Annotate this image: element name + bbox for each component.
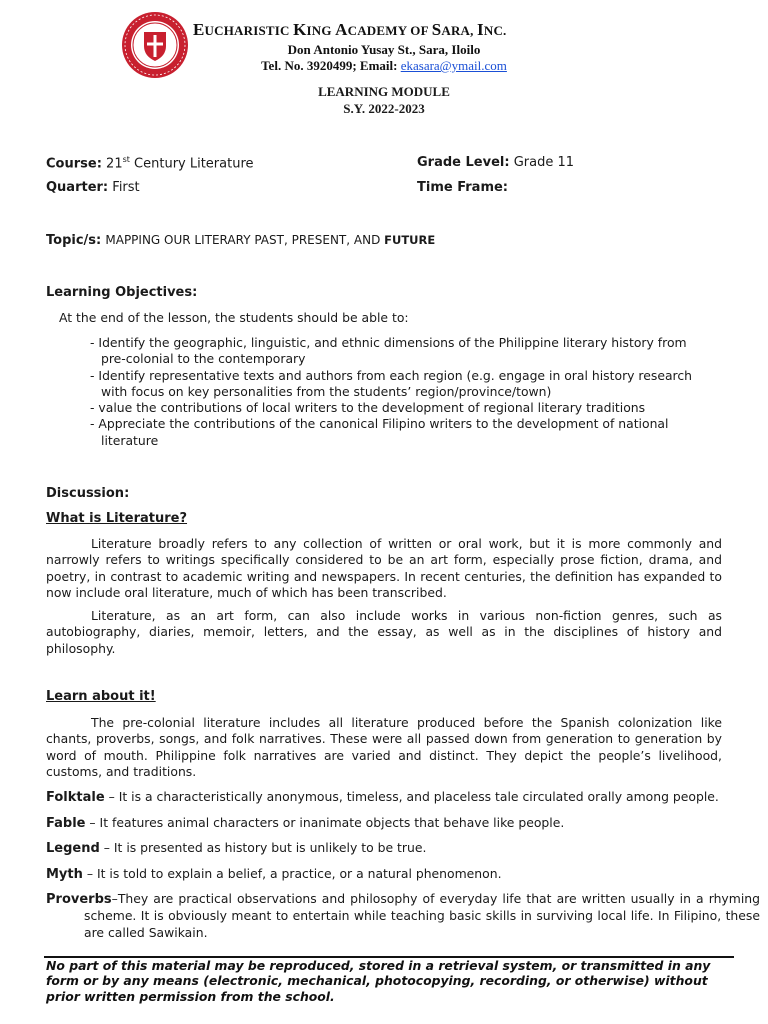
quarter-field: Quarter: First	[46, 180, 140, 195]
discussion-heading: Discussion:	[46, 486, 130, 501]
objectives-intro: At the end of the lesson, the students should be able to:	[59, 310, 409, 325]
course-field: Course: 21st Century Literature	[46, 155, 254, 172]
folktale-definition: Folktale – It is a characteristically anonymous, timeless, and placeless tale circulated orally among people.	[46, 789, 719, 805]
objective-item: - Identify representative texts and authors from each region (e.g. engage in oral history research with focus on key personalities from the students’ region/province/town)	[90, 367, 693, 399]
objective-item: - Appreciate the contributions of the canonical Filipino writers to the development of national literature	[90, 416, 669, 448]
what-is-literature-heading: What is Literature?	[46, 511, 188, 526]
module-title: LEARNING MODULE	[318, 84, 450, 99]
myth-definition: Myth – It is told to explain a belief, a practice, or a natural phenomenon.	[46, 866, 502, 882]
legend-definition: Legend – It is presented as history but is unlikely to be true.	[46, 840, 427, 856]
literature-paragraph-2: Literature, as an art form, can also include works in various non-fiction genres, such as autobiography, diaries, memoir, letters, and the essay, as well as in the disciplines of history and philosophy.	[46, 608, 722, 656]
objectives-heading: Learning Objectives:	[46, 285, 198, 300]
copyright-notice: No part of this material may be reproduced, stored in a retrieval system, or transmitted in any form or by any means (electronic, mechanical, photocopying, recording, or otherwise) without prior written permission from the school.	[46, 958, 711, 1004]
email-link[interactable]: ekasara@ymail.com	[400, 58, 507, 73]
objectives-list	[90, 335, 710, 449]
literature-paragraph-1: Literature broadly refers to any collection of written or oral work, but it is more commonly and narrowly refers to writings specifically considered to be an art form, especially prose fiction, drama, and poetry, in contrast to academic writing and newspapers. In recent centuries, the definition has expanded to now include oral literature, much of which has been transcribed.	[46, 536, 722, 600]
fable-definition: Fable – It features animal characters or inanimate objects that behave like people.	[46, 815, 565, 831]
proverbs-definition: Proverbs–They are practical observations and philosophy of everyday life that are written usually in a rhyming scheme. It is obviously meant to entertain while teaching basic skills in surviving local life. In Filipino, these are called Sawikain.	[46, 891, 760, 940]
topic-field: Topic/s: MAPPING OUR LITERARY PAST, PRESENT, AND FUTURE	[46, 233, 436, 248]
objective-item: - value the contributions of local writers to the development of regional literary traditions	[90, 400, 646, 416]
time-frame-field: Time Frame:	[417, 180, 509, 195]
pre-colonial-paragraph: The pre-colonial literature includes all literature produced before the Spanish colonization like chants, proverbs, songs, and folk narratives. These were all passed down from generation to generation by word of mouth. Philippine folk narratives are varied and distinct. They depict the people’s livelihood, customs, and traditions.	[46, 715, 722, 779]
school-address: Don Antonio Yusay St., Sara, Iloilo	[287, 42, 481, 57]
grade-level-field: Grade Level: Grade 11	[417, 155, 575, 170]
school-year: S.Y. 2022-2023	[343, 101, 425, 116]
objective-item: - Identify the geographic, linguistic, and ethnic dimensions of the Philippine literary history from pre-colonial to the contemporary	[90, 335, 687, 367]
school-name: EUCHARISTIC KING ACADEMY OF SARA, INC.	[193, 20, 507, 39]
learn-about-it-heading: Learn about it!	[46, 689, 156, 704]
school-contact: Tel. No. 3920499; Email: ekasara@ymail.com	[261, 58, 507, 73]
